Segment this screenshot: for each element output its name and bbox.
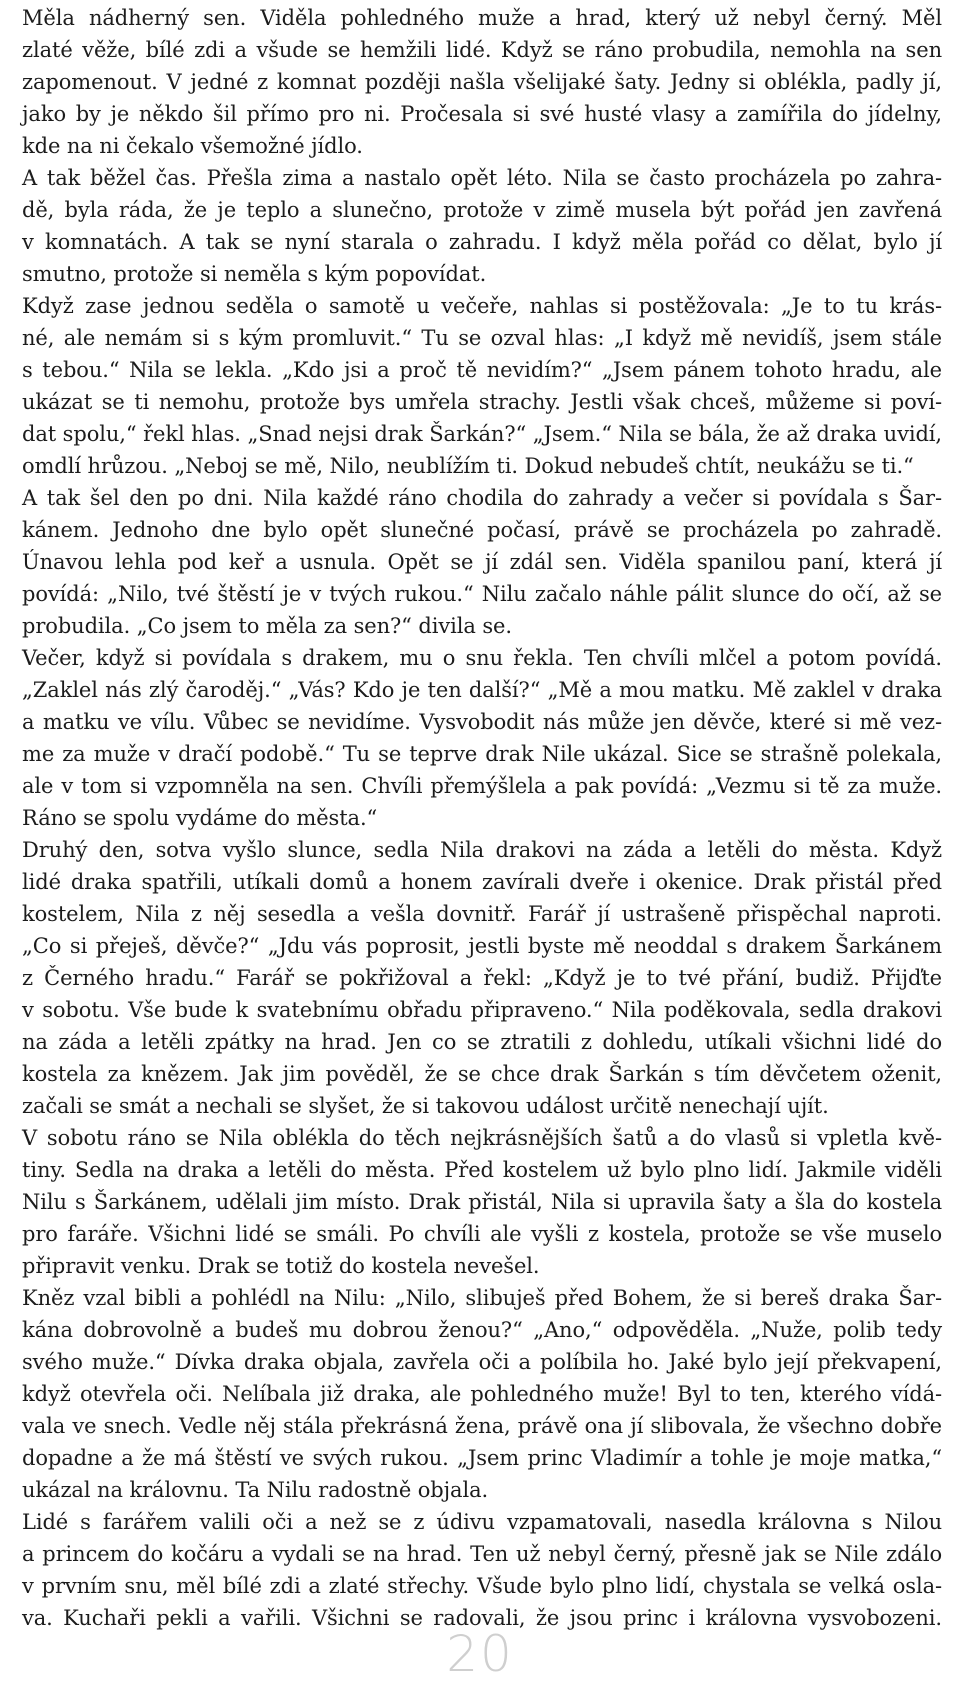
text-line: Kněz vzal bibli a pohlédl na Nilu: „Nilo, slibuješ před Bohem, že si bereš draka Šar-: [22, 1286, 942, 1310]
text-line: a princem do kočáru a vydali se na hrad. Ten už nebyl černý, přesně jak se Nile zdálo: [22, 1542, 942, 1566]
text-line: Večer, když si povídala s drakem, mu o snu řekla. Ten chvíli mlčel a potom povídá.: [22, 646, 942, 670]
text-line: ale v tom si vzpomněla na sen. Chvíli přemýšlela a pak povídá: „Vezmu si tě za muže.: [22, 774, 942, 798]
text-line: dopadne a že má štěstí ve svých rukou. „Jsem princ Vladimír a tohle je moje matka,“: [22, 1446, 942, 1470]
text-line: kánem. Jednoho dne bylo opět slunečné počasí, právě se procházela po zahradě.: [22, 518, 942, 542]
text-line: Únavou lehla pod keř a usnula. Opět se jí zdál sen. Viděla spanilou paní, která jí: [22, 550, 942, 574]
text-line: me za muže v dračí podobě.“ Tu se teprve drak Nile ukázal. Sice se strašně polekala,: [22, 742, 942, 766]
text-line: připravit venku. Drak se totiž do kostela nevešel.: [22, 1254, 540, 1278]
text-line: povídá: „Nilo, tvé štěstí je v tvých rukou.“ Nilu začalo náhle pálit slunce do očí, až se: [22, 582, 942, 606]
text-line: Lidé s farářem valili oči a než se z údivu vzpamatovali, nasedla královna s Nilou: [22, 1510, 942, 1534]
text-line: a matku ve vílu. Vůbec se nevidíme. Vysvobodit nás může jen děvče, které si mě vez-: [22, 710, 942, 734]
page-number: 20: [446, 1625, 514, 1683]
text-line: v prvním snu, měl bílé zdi a zlaté střechy. Všude bylo plno lidí, chystala se velká osla-: [22, 1574, 942, 1598]
text-line: když otevřela oči. Nelíbala již draka, ale pohledného muže! Byl to ten, kterého vídá-: [22, 1382, 942, 1406]
text-line: v sobotu. Vše bude k svatebnímu obřadu připraveno.“ Nila poděkovala, sedla drakovi: [22, 998, 942, 1022]
text-line: kostela za knězem. Jak jim pověděl, že se chce drak Šarkán s tím děvčetem oženit,: [22, 1062, 942, 1086]
text-line: ukázal na královnu. Ta Nilu radostně objala.: [22, 1478, 489, 1502]
text-line: zlaté věže, bílé zdi a všude se hemžili lidé. Když se ráno probudila, nemohla na sen: [22, 38, 942, 62]
text-line: začali se smát a nechali se slyšet, že si takovou událost určitě nenechají ujít.: [22, 1094, 829, 1118]
text-line: va. Kuchaři pekli a vařili. Všichni se radovali, že jsou princ i královna vysvobozeni.: [22, 1606, 942, 1630]
text-line: dě, byla ráda, že je teplo a slunečno, protože v zimě musela být pořád jen zavřená: [22, 198, 942, 222]
text-line: s tebou.“ Nila se lekla. „Kdo jsi a proč tě nevidím?“ „Jsem pánem tohoto hradu, ale: [22, 358, 942, 382]
text-line: lidé draka spatřili, utíkali domů a honem zavírali dveře i okenice. Drak přistál před: [22, 870, 942, 894]
text-line: ukázat se ti nemohu, protože bys umřela strachy. Jestli však chceš, můžeme si poví-: [22, 390, 942, 414]
text-line: kána dobrovolně a budeš mu dobrou ženou?“ „Ano,“ odpověděla. „Nuže, polib tedy: [22, 1318, 942, 1342]
text-line: na záda a letěli zpátky na hrad. Jen co se ztratili z dohledu, utíkali všichni lidé do: [22, 1030, 942, 1054]
text-line: tiny. Sedla na draka a letěli do města. Před kostelem už bylo plno lidí. Jakmile viděli: [22, 1158, 942, 1182]
text-line: V sobotu ráno se Nila oblékla do těch nejkrásnějších šatů a do vlasů si vpletla kvě-: [22, 1126, 942, 1150]
text-line: zapomenout. V jedné z komnat později našla všelijaké šaty. Jedny si oblékla, padly jí,: [22, 70, 942, 94]
text-line: jako by je někdo šil přímo pro ni. Pročesala si své husté vlasy a zamířila do jídelny,: [22, 102, 942, 126]
text-line: kostelem, Nila z něj sesedla a vešla dovnitř. Farář jí ustrašeně přispěchal naproti.: [22, 902, 942, 926]
text-line: dat spolu,“ řekl hlas. „Snad nejsi drak Šarkán?“ „Jsem.“ Nila se bála, že až draka uvidí,: [22, 422, 942, 446]
text-line: vala ve snech. Vedle něj stála překrásná žena, právě ona jí slibovala, že všechno dobře: [22, 1414, 942, 1438]
text-line: A tak běžel čas. Přešla zima a nastalo opět léto. Nila se často procházela po zahra-: [22, 166, 942, 190]
text-line: omdlí hrůzou. „Neboj se mě, Nilo, neublížím ti. Dokud nebudeš chtít, neukážu se ti.“: [22, 454, 914, 478]
text-line: Ráno se spolu vydáme do města.“: [22, 806, 378, 830]
text-line: smutno, protože si neměla s kým popovídat.: [22, 262, 487, 286]
text-line: kde na ni čekalo všemožné jídlo.: [22, 134, 363, 158]
text-line: pro faráře. Všichni lidé se smáli. Po chvíli ale vyšli z kostela, protože se vše muselo: [22, 1222, 942, 1246]
text-line: Nilu s Šarkánem, udělali jim místo. Drak přistál, Nila si upravila šaty a šla do kostela: [22, 1190, 942, 1214]
text-line: „Co si přeješ, děvče?“ „Jdu vás poprosit, jestli byste mě neoddal s drakem Šarkánem: [22, 934, 942, 958]
text-line: Když zase jednou seděla o samotě u večeře, nahlas si postěžovala: „Je to tu krás-: [22, 294, 942, 318]
text-line: svého muže.“ Dívka draka objala, zavřela oči a políbila ho. Jaké bylo její překvapení,: [22, 1350, 942, 1374]
text-line: z Černého hradu.“ Farář se pokřižoval a řekl: „Když je to tvé přání, budiž. Přijďte: [22, 966, 942, 990]
text-line: probudila. „Co jsem to měla za sen?“ divila se.: [22, 614, 512, 638]
text-line: v komnatách. A tak se nyní starala o zahradu. I když měla pořád co dělat, bylo jí: [22, 230, 942, 254]
text-line: Měla nádherný sen. Viděla pohledného muže a hrad, který už nebyl černý. Měl: [22, 6, 942, 30]
text-line: Druhý den, sotva vyšlo slunce, sedla Nila drakovi na záda a letěli do města. Když: [22, 838, 942, 862]
text-line: A tak šel den po dni. Nila každé ráno chodila do zahrady a večer si povídala s Šar-: [22, 486, 942, 510]
text-line: „Zaklel nás zlý čaroděj.“ „Vás? Kdo je ten další?“ „Mě a mou matku. Mě zaklel v draka: [22, 678, 942, 702]
text-line: né, ale nemám si s kým promluvit.“ Tu se ozval hlas: „I když mě nevidíš, jsem stále: [22, 326, 942, 350]
